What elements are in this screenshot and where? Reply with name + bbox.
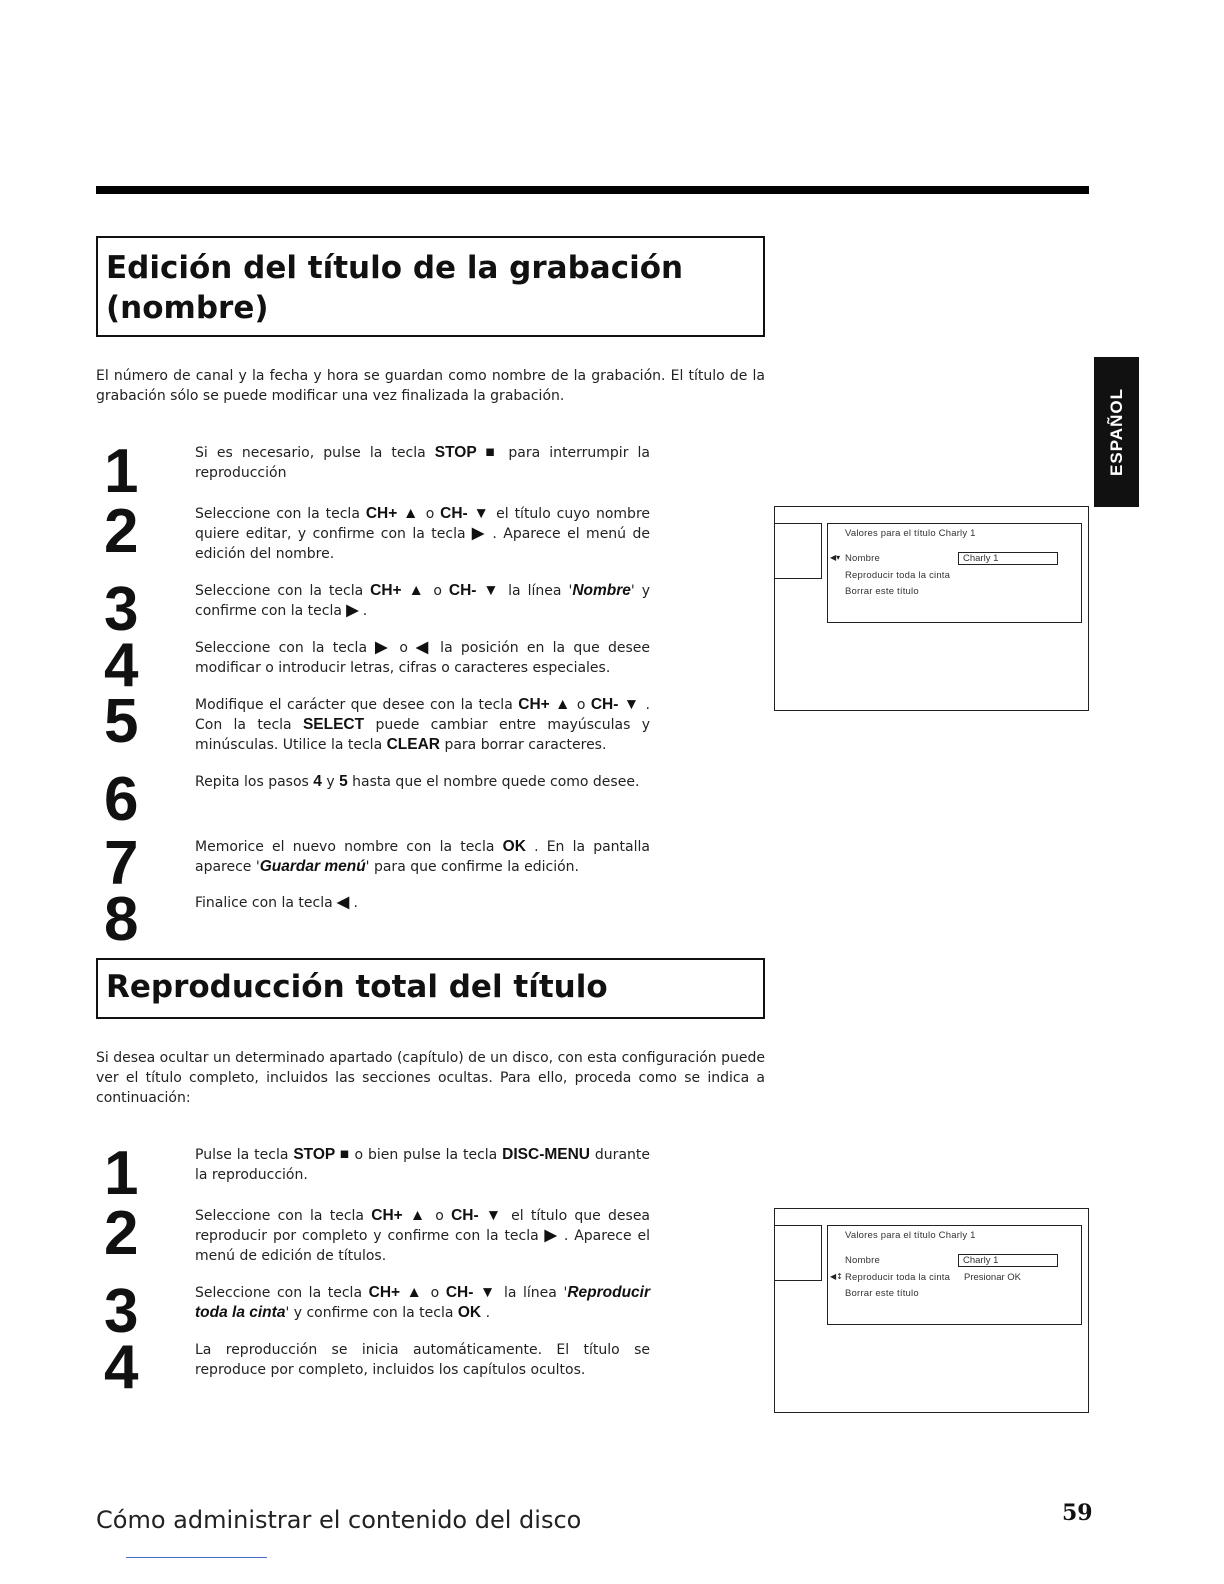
s1-step-number: 4 (104, 631, 139, 700)
s1-step-text: Seleccione con la tecla CH+ ▲ o CH- ▼ la línea 'Nombre' y confirme con la tecla ▶ . (195, 582, 651, 619)
s2-step-number: 3 (104, 1277, 139, 1346)
s1-step-number: 8 (104, 885, 139, 954)
s1-step-number: 2 (104, 497, 139, 566)
section2-title-box (96, 958, 765, 1019)
cursor-arrows-icon: ◀↕ (830, 1272, 843, 1281)
s2-step-number: 4 (104, 1333, 139, 1402)
section2-intro: Si desea ocultar un determinado apartado (capítulo) de un disco, con esta configuración puede ver el título completo, incluidos las secciones ocultas. Para ello, proceda como se indica a continuación: (96, 1050, 765, 1106)
osd-name-field: Charly 1 (958, 552, 1058, 565)
s1-step-text: Seleccione con la tecla CH+ ▲ o CH- ▼ el título cuyo nombre quiere editar, y confirme con la tecla ▶ . Aparece el menú de edición del nombre. (195, 505, 651, 562)
s1-step-text: Memorice el nuevo nombre con la tecla OK . En la pantalla aparece 'Guardar menú' para que confirme la edición. (195, 838, 650, 875)
section2-title: Reproducción total del título (106, 969, 608, 1005)
osd-screen-play-all (774, 1208, 1089, 1413)
s2-step-text: Pulse la tecla STOP ■ o bien pulse la tecla DISC-MENU durante la reproducción. (195, 1146, 650, 1183)
osd-screen-rename (774, 506, 1089, 711)
s1-step-text: Si es necesario, pulse la tecla STOP ■ para interrumpir la reproducción (195, 444, 650, 481)
s1-step-text: Repita los pasos 4 y 5 hasta que el nombre quede como desee. (195, 773, 640, 790)
s2-step-number: 2 (104, 1199, 139, 1268)
section1-title-box (96, 236, 765, 337)
osd-row-name: Nombre (845, 553, 880, 564)
s1-step-number: 6 (104, 765, 139, 834)
top-rule (96, 186, 1089, 194)
section1-title: Edición del título de la grabación (nombre) (106, 250, 684, 326)
cursor-arrows-icon: ◀▾ (830, 553, 841, 562)
osd-menu-panel (827, 1225, 1082, 1325)
osd-row-delete: Borrar este título (845, 1288, 919, 1299)
osd-press-ok-value: Presionar OK (964, 1272, 1022, 1283)
osd-menu-header: Valores para el título Charly 1 (845, 1230, 976, 1241)
s1-step-number: 3 (104, 575, 139, 644)
s1-step-number: 5 (104, 687, 139, 756)
s2-step-number: 1 (104, 1139, 139, 1208)
footer-underline (126, 1557, 267, 1558)
osd-row-play-all: Reproducir toda la cinta (845, 1272, 951, 1283)
osd-row-delete: Borrar este título (845, 586, 919, 597)
page-number: 59 (1062, 1500, 1093, 1526)
section1-intro: El número de canal y la fecha y hora se guardan como nombre de la grabación. El título de la grabación sólo se puede modificar una vez finalizada la grabación. (96, 368, 765, 404)
s1-step-text: Seleccione con la tecla ▶ o ◀ la posición en la que desee modificar o introducir letras, cifras o caracteres especiales. (195, 639, 651, 676)
osd-name-field: Charly 1 (958, 1254, 1058, 1267)
s1-step-text: Modifique el carácter que desee con la tecla CH+ ▲ o CH- ▼ . Con la tecla SELECT puede cambiar entre mayúsculas y minúsculas. Utilice la tecla CLEAR para borrar caracteres. (195, 696, 651, 753)
footer-chapter-title: Cómo administrar el contenido del disco (96, 1506, 582, 1534)
s1-step-number: 1 (104, 437, 139, 506)
language-tab-label: ESPAÑOL (1106, 388, 1126, 476)
s2-step-text: Seleccione con la tecla CH+ ▲ o CH- ▼ la línea 'Reproducir toda la cinta' y confirme con la tecla OK . (195, 1284, 651, 1321)
s1-step-text: Finalice con la tecla ◀ . (195, 894, 358, 911)
osd-menu-header: Valores para el título Charly 1 (845, 528, 976, 539)
osd-left-frame (775, 1225, 822, 1281)
s2-step-text: Seleccione con la tecla CH+ ▲ o CH- ▼ el título que desea reproducir por completo y confirme con la tecla ▶ . Aparece el menú de edición de títulos. (195, 1207, 651, 1264)
osd-left-frame (775, 523, 822, 579)
osd-row-name: Nombre (845, 1255, 880, 1266)
osd-row-play-all: Reproducir toda la cinta (845, 570, 951, 581)
language-tab (1094, 357, 1139, 507)
s1-step-number: 7 (104, 829, 139, 898)
s2-step-text: La reproducción se inicia automáticamente. El título se reproduce por completo, incluidos los capítulos ocultos. (195, 1342, 650, 1378)
osd-menu-panel (827, 523, 1082, 623)
